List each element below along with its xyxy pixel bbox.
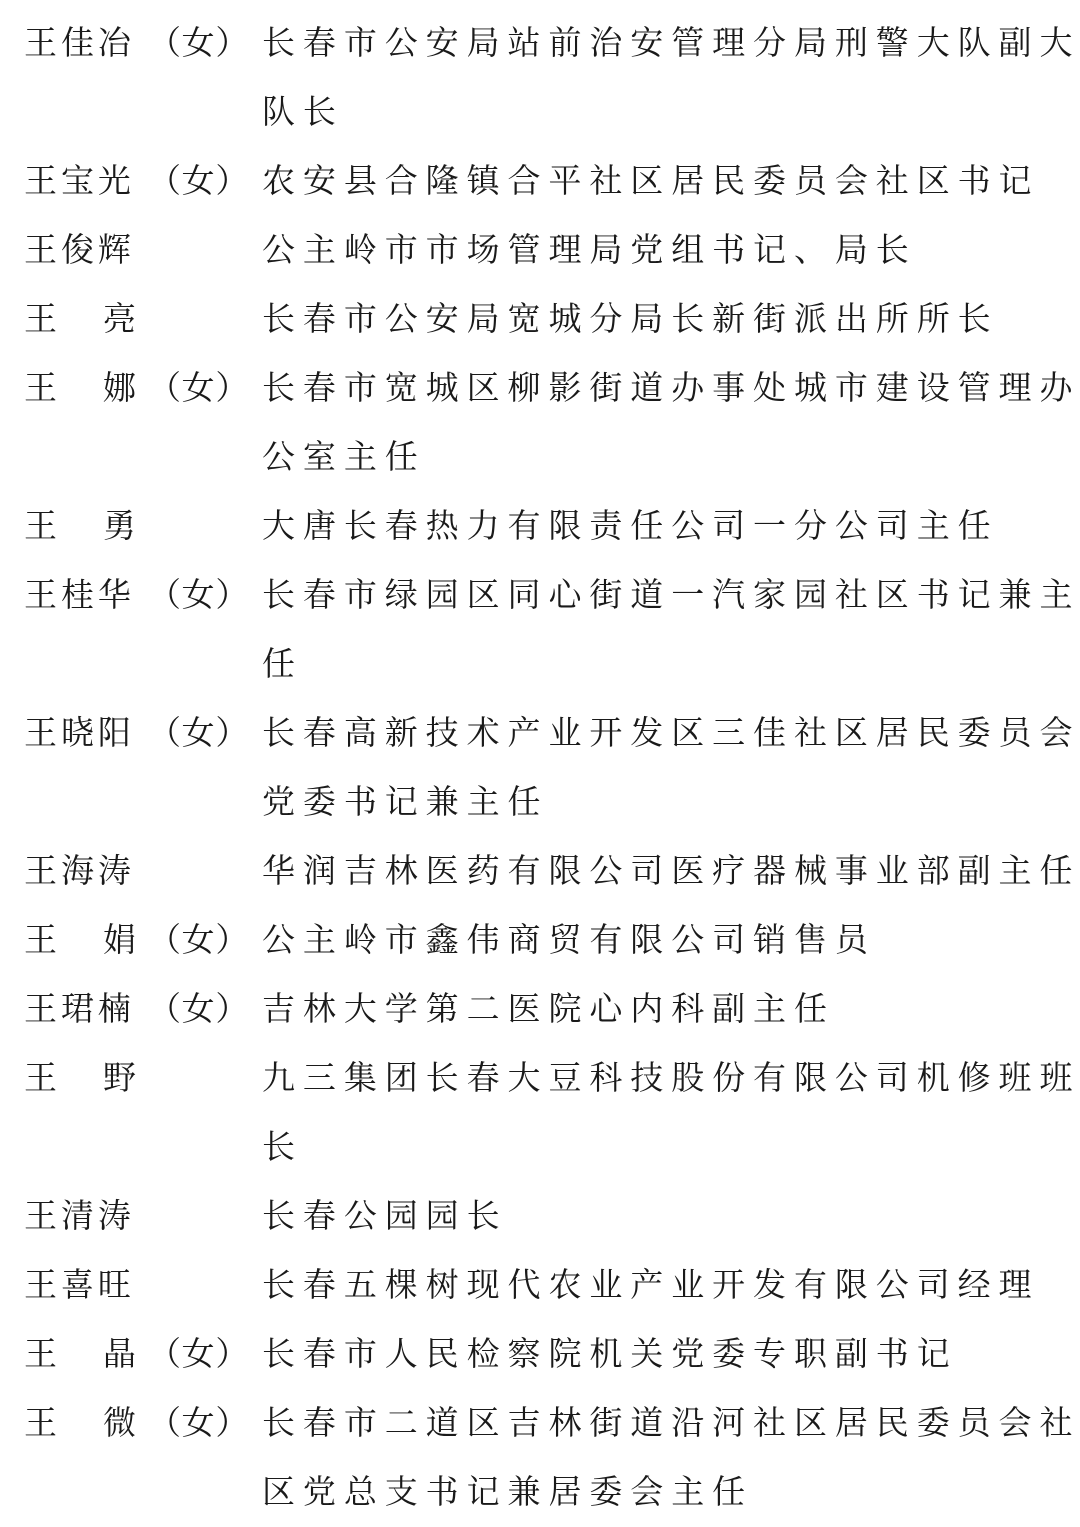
- list-item: [0, 698, 1080, 767]
- person-title-continued: 公室主任: [262, 437, 426, 476]
- list-item: [0, 905, 1080, 974]
- gender-note: （女）: [148, 1403, 249, 1442]
- gender-note: （女）: [148, 575, 249, 614]
- list-item: [0, 1043, 1080, 1112]
- list-item: [0, 1319, 1080, 1388]
- gender-note: （女）: [148, 1334, 249, 1373]
- person-title-continued: 党委书记兼主任: [262, 782, 549, 821]
- person-name: 王珺楠: [24, 989, 135, 1028]
- list-item-continuation: [0, 422, 1080, 491]
- person-title: 长春五棵树现代农业产业开发有限公司经理: [262, 1265, 1040, 1304]
- gender-note: （女）: [148, 368, 249, 407]
- list-item: [0, 146, 1080, 215]
- person-title: 长春市绿园区同心街道一汽家园社区书记兼主: [262, 575, 1080, 614]
- person-title: 公主岭市鑫伟商贸有限公司销售员: [262, 920, 876, 959]
- gender-note: （女）: [148, 23, 249, 62]
- person-title: 公主岭市市场管理局党组书记、局长: [262, 230, 917, 269]
- person-name: 王 微: [24, 1403, 136, 1442]
- person-title: 长春市人民检察院机关党委专职副书记: [262, 1334, 958, 1373]
- person-name: 王宝光: [24, 161, 135, 200]
- person-title: 农安县合隆镇合平社区居民委员会社区书记: [262, 161, 1040, 200]
- person-title: 九三集团长春大豆科技股份有限公司机修班班: [262, 1058, 1080, 1097]
- person-name: 王 野: [24, 1058, 136, 1097]
- list-item: [0, 284, 1080, 353]
- person-name: 王 亮: [24, 299, 136, 338]
- person-name: 王喜旺: [24, 1265, 135, 1304]
- list-item: [0, 8, 1080, 77]
- person-name: 王 娟: [24, 920, 136, 959]
- person-name: 王 娜: [24, 368, 136, 407]
- person-title-continued: 长: [262, 1127, 303, 1166]
- person-title: 长春高新技术产业开发区三佳社区居民委员会: [262, 713, 1080, 752]
- person-title: 长春公园园长: [262, 1196, 508, 1235]
- person-name: 王清涛: [24, 1196, 135, 1235]
- person-title: 长春市公安局站前治安管理分局刑警大队副大: [262, 23, 1080, 62]
- list-item: [0, 491, 1080, 560]
- list-item: [0, 215, 1080, 284]
- list-item-continuation: [0, 629, 1080, 698]
- list-item-continuation: [0, 77, 1080, 146]
- list-item: [0, 836, 1080, 905]
- person-name: 王晓阳: [24, 713, 135, 752]
- list-item: [0, 353, 1080, 422]
- person-title: 华润吉林医药有限公司医疗器械事业部副主任: [262, 851, 1080, 890]
- person-title: 长春市二道区吉林街道沿河社区居民委员会社: [262, 1403, 1080, 1442]
- person-title-continued: 任: [262, 644, 303, 683]
- person-name: 王桂华: [24, 575, 135, 614]
- person-name: 王佳冶: [24, 23, 135, 62]
- list-item-continuation: [0, 767, 1080, 836]
- person-name: 王 勇: [24, 506, 136, 545]
- gender-note: （女）: [148, 713, 249, 752]
- list-item-continuation: [0, 1457, 1080, 1526]
- person-name: 王俊辉: [24, 230, 135, 269]
- list-item: [0, 1181, 1080, 1250]
- person-name: 王海涛: [24, 851, 135, 890]
- list-item: [0, 974, 1080, 1043]
- list-item-continuation: [0, 1112, 1080, 1181]
- person-title: 吉林大学第二医院心内科副主任: [262, 989, 835, 1028]
- person-title: 长春市公安局宽城分局长新街派出所所长: [262, 299, 999, 338]
- gender-note: （女）: [148, 989, 249, 1028]
- person-title-continued: 队长: [262, 92, 344, 131]
- list-item: [0, 1250, 1080, 1319]
- gender-note: （女）: [148, 161, 249, 200]
- person-name: 王 晶: [24, 1334, 136, 1373]
- list-item: [0, 560, 1080, 629]
- person-title: 大唐长春热力有限责任公司一分公司主任: [262, 506, 999, 545]
- list-item: [0, 1388, 1080, 1457]
- gender-note: （女）: [148, 920, 249, 959]
- person-title-continued: 区党总支书记兼居委会主任: [262, 1472, 754, 1511]
- person-title: 长春市宽城区柳影街道办事处城市建设管理办: [262, 368, 1080, 407]
